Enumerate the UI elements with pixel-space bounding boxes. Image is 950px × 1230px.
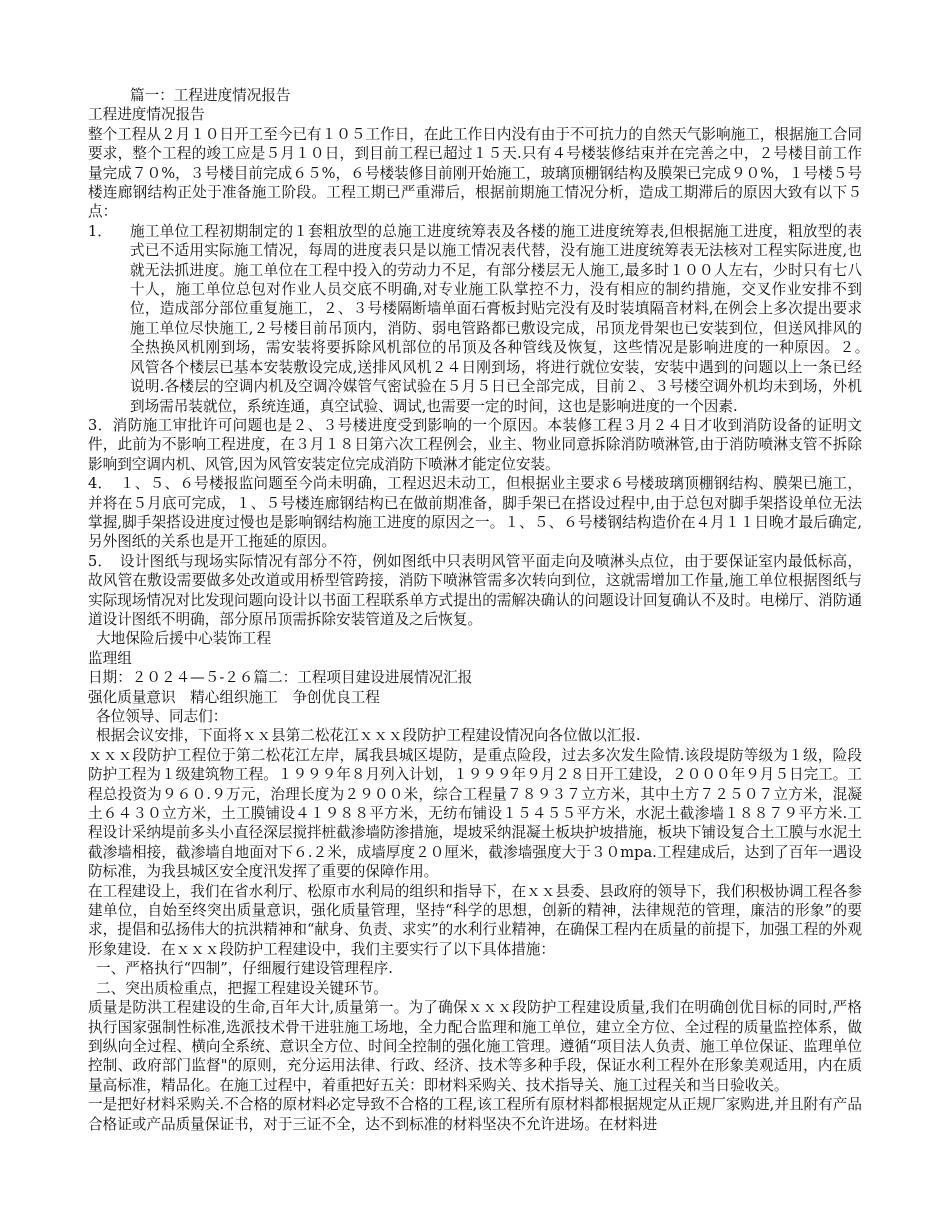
list-item-3: 3．消防施工审批许可问题也是２、３号楼进度受到影响的一个原因。本装修工程３月２４日才收到消防设备的证明文件，此前为不影响工程进度，在３月１８日第六次工程例会，业主、物业同意拆除消防喷淋管,由于消防喷淋支管不拆除影响到空调内机、风管,因为风管安装定位完成消防下喷淋才能定位安装。 [88,416,862,473]
list-item-4: 4． １、５、６号楼报监问题至今尚未明确，工程迟迟未动工，但根据业主要求６号楼玻璃顶棚钢结构、膜架已施工，并将在５月底可完成，１、５号楼连廊钢结构已在做前期准备，脚手架已在搭设过程中,由于总包对脚手架搭设单位无法掌握,脚手架搭设进度过慢也是影响钢结构施工进度的原因之一。１、５、６号楼钢结构造价在４月１１日晚才最后确定,另外图纸的关系也是开工拖延的原因。 [88,475,862,551]
section1-heading: 工程进度情况报告 [88,106,205,124]
section1-title: 篇一：工程进度情况报告 [130,87,291,104]
list-item-1-number: 1． [88,222,112,240]
greeting: 各位领导、同志们： [96,708,228,725]
intro-paragraph: 整个工程从２月１０日开工至今已有１０５工作日，在此工作日内没有由于不可抗力的自然天气影响施工，根据施工合同要求，整个工程的竣工应是５月１０日，到目前工程已超过１５天.只有４号楼装修结束并在完善之中，２号楼目前工作量完成７０%，３号楼目前完成６５%，６号楼装修目前刚开始施工，玻璃顶棚钢结构及膜架已完成９０%，１号楼５号楼连廊钢结构正处于准备施工阶段。工程工期已严重滞后，根据前期施工情况分析，造成工期滞后的原因大致有以下５点： [88,125,862,221]
paragraph-6: 质量是防洪工程建设的生命,百年大计,质量第一。为了确保ｘｘｘ段防护工程建设质量,我们在明确创优目标的同时,严格执行国家强制性标准,选派技术骨干进驻施工场地，全力配合监理和施工单位，建立全方位、全过程的质量监控体系，做到纵向全过程、横向全系统、意识全方位、时间全控制的强化施工管理。遵循“项目法人负责、施工单位保证、监理单位控制、政府部门监督"的原则，充分运用法律、行政、经济、技术等多种手段，保证水利工程外在形象美观适用，内在质量高标准，精品化。在施工过程中，着重把好五关：即材料采购关、技术指导关、施工过程关和当日验收关。 [88,999,862,1094]
list-item-1 [88,222,877,416]
list-item-1-text: 施工单位工程初期制定的１套粗放型的总施工进度统筹表及各楼的施工进度统筹表,但根据施工进度，粗放型的表式已不适用实际施工情况，每周的进度表只是以施工情况表代替，没有施工进度统筹表无法核对工程实际进度,也就无法抓进度。施工单位在工程中投入的劳动力不足，有部分楼层无人施工,最多时１００人左右，少时只有七八十人，施工单位总包对作业人员交底不明确,对专业施工队掌控不力，没有相应的制约措施，交叉作业安排不到位，造成部分部位重复施工，２、３号楼隔断墙单面石膏板封贴完没有及时装填隔音材料,在例会上多次提出要求施工单位尽快施工,２号楼目前吊顶内，消防、弱电管路都已敷设完成，吊顶龙骨架也已安装到位，但送风排风的全热换风机刚到场，需安装将要拆除风机部位的吊顶及各种管线及恢复，这些情况是影响进度的一种原因。２。 风管各个楼层已基本安装敷设完成,送排风风机２４日刚到场，将进行就位安装，安装中遇到的问题以上一条已经说明.各楼层的空调内机及空调冷媒管气密试验在５月５日已全部完成，目前２、３号楼空调外机均未到场，外机到场需吊装就位，系统连通，真空试验、调试,也需要一定的时间，这也是影响进度的一个因素. [130,222,877,415]
paragraph-1: 根据会议安排，下面将ｘｘ县第二松花江ｘｘｘ段防护工程建设情况向各位做以汇报. [96,727,641,745]
document-page [88,86,877,1134]
paragraph-7: 一是把好材料采购关.不合格的原材料必定导致不合格的工程,该工程所有原材料都根据规定从正规厂家购进,并且附有产品合格证或产品质量保证书，对于三证不全，达不到标准的材料坚决不允许进场。在材料进 [88,1096,862,1133]
paragraph-5: 二、突出质检重点，把握工程建设关键环节。 [96,979,388,997]
paragraph-2: ｘｘｘ段防护工程位于第二松花江左岸，属我县城区堤防，是重点险段，过去多次发生险情.该段堤防等级为１级，险段防护工程为１级建筑物工程。１９９９年８月列入计划，１９９９年９月２８日开工建设，２０００年９月５日完工。工程总投资为９６０.９万元，治理长度为２９００米，综合工程量７８９３７立方米，其中土方７２５０７立方米，混凝土６４３０立方米，土工膜铺设４１９８８平方米，无纺布铺设１５４５５平方米，水泥土截渗墙１８８７９平方米.工程设计采纳堤前多头小直径深层搅拌桩截渗墙防渗措施，堤坡采纳混凝土板块护坡措施，板块下铺设复合土工膜与水泥土截渗墙相接，截渗墙自地面对下６.２米，成墙厚度２０厘米，截渗墙强度大于３０mpa.工程建成后，达到了百年一遇设防标准，为我县城区安全度汛发挥了重要的保障作用。 [88,746,862,881]
paragraph-3: 在工程建设上，我们在省水利厅、松原市水利局的组织和指导下，在ｘｘ县委、县政府的领导下，我们积极协调工程各参建单位，自始至终突出质量意识，强化质量管理，坚持“科学的思想，创新的精神，法律规范的管理，廉洁的形象”的要求，提倡和弘扬伟大的抗洪精神和“献身、负责、求实”的水利行业精神，在确保工程内在质量的前提下，加强工程的外观形象建设．在ｘｘｘ段防护工程建设中，我们主要实行了以下具体措施： [88,882,862,958]
supervisor-group: 监理组 [88,649,132,667]
list-item-5: 5． 设计图纸与现场实际情况有部分不符，例如图纸中只表明风管平面走向及喷淋头点位，由于要保证室内最低标高，故风管在敷设需要做多处改道或用桥型管跨接，消防下喷淋管需多次转向到位，这就需增加工作量,施工单位根据图纸与实际现场情况对比发现问题向设计以书面工程联系单方式提出的需解决确认的问题设计回复确认不及时。电梯厅、消防通道设计图纸不明确，部分原吊顶需拆除安装管道及之后恢复。 [88,552,862,628]
date-line: 日期：２０２４—５-２６篇二：工程项目建设进展情况汇报 [88,669,473,687]
paragraph-4: 一、严格执行“四制”，仔细履行建设管理程序. [96,960,393,978]
organization-name: 大地保险后援中心装饰工程 [96,630,272,648]
slogan: 强化质量意识 精心组织施工 争创优良工程 [88,688,380,706]
